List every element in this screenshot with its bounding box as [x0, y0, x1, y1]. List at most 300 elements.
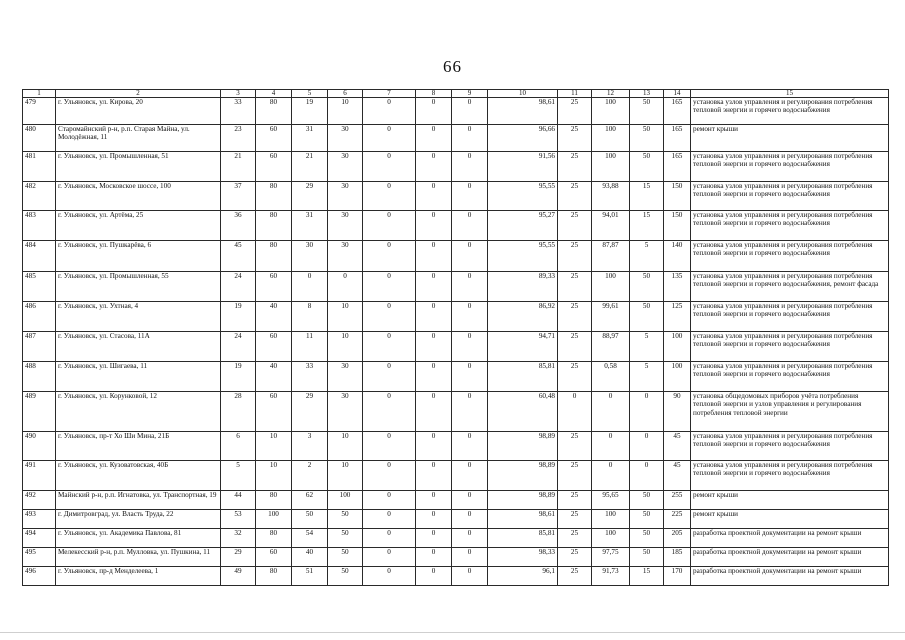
total-score-cell: 150: [664, 211, 691, 241]
col-4-cell: 60: [256, 548, 292, 567]
work-type-cell: установка узлов управления и регулирования потребления тепловой энергии и горячего водоснабжения: [691, 211, 889, 241]
col-9-cell: 0: [452, 152, 488, 182]
col-11-cell: 25: [558, 125, 592, 152]
column-number-7: 7: [363, 90, 416, 98]
col-12-cell: 100: [592, 152, 630, 182]
col-4-cell: 60: [256, 272, 292, 302]
col-12-cell: 99,61: [592, 302, 630, 332]
col-8-cell: 0: [416, 491, 452, 510]
row-number-cell: 482: [23, 182, 56, 211]
col-11-cell: 25: [558, 182, 592, 211]
column-number-12: 12: [592, 90, 630, 98]
col-7-cell: 0: [363, 392, 416, 432]
col-9-cell: 0: [452, 272, 488, 302]
col-13-cell: 50: [630, 302, 664, 332]
column-number-8: 8: [416, 90, 452, 98]
col-11-cell: 25: [558, 461, 592, 491]
col-12-cell: 91,73: [592, 567, 630, 586]
col-8-cell: 0: [416, 211, 452, 241]
col-3-cell: 19: [221, 362, 256, 392]
col-7-cell: 0: [363, 125, 416, 152]
col-9-cell: 0: [452, 432, 488, 461]
col-8-cell: 0: [416, 548, 452, 567]
col-7-cell: 0: [363, 461, 416, 491]
table-row: [23, 125, 889, 152]
col-6-cell: 10: [328, 302, 363, 332]
col-8-cell: 0: [416, 182, 452, 211]
col-4-cell: 80: [256, 182, 292, 211]
work-type-cell: ремонт крыши: [691, 510, 889, 529]
column-number-14: 14: [664, 90, 691, 98]
col-7-cell: 0: [363, 529, 416, 548]
row-number-cell: 491: [23, 461, 56, 491]
col-5-cell: 40: [292, 548, 328, 567]
col-12-cell: 100: [592, 510, 630, 529]
table-row: [23, 548, 889, 567]
col-9-cell: 0: [452, 362, 488, 392]
col-11-cell: 25: [558, 567, 592, 586]
col-13-cell: 50: [630, 98, 664, 125]
col-10-cell: 86,92: [488, 302, 558, 332]
col-3-cell: 29: [221, 548, 256, 567]
row-number-cell: 490: [23, 432, 56, 461]
col-13-cell: 5: [630, 362, 664, 392]
col-6-cell: 10: [328, 98, 363, 125]
col-11-cell: 25: [558, 302, 592, 332]
col-3-cell: 23: [221, 125, 256, 152]
col-8-cell: 0: [416, 152, 452, 182]
col-11-cell: 25: [558, 241, 592, 272]
col-10-cell: 95,55: [488, 241, 558, 272]
col-8-cell: 0: [416, 332, 452, 362]
col-9-cell: 0: [452, 567, 488, 586]
col-10-cell: 96,1: [488, 567, 558, 586]
row-number-cell: 480: [23, 125, 56, 152]
col-3-cell: 5: [221, 461, 256, 491]
page-number: 66: [443, 57, 462, 76]
work-type-cell: установка узлов управления и регулирования потребления тепловой энергии и горячего водоснабжения: [691, 302, 889, 332]
col-8-cell: 0: [416, 362, 452, 392]
col-5-cell: 29: [292, 182, 328, 211]
col-8-cell: 0: [416, 392, 452, 432]
address-cell: г. Ульяновск, ул. Кузоватовская, 40Б: [56, 461, 221, 491]
col-10-cell: 98,61: [488, 510, 558, 529]
col-12-cell: 97,75: [592, 548, 630, 567]
col-6-cell: 30: [328, 125, 363, 152]
table-row: [23, 241, 889, 272]
row-number-cell: 481: [23, 152, 56, 182]
col-7-cell: 0: [363, 241, 416, 272]
address-cell: г. Ульяновск, ул. Пушкарёва, 6: [56, 241, 221, 272]
table-row: [23, 392, 889, 432]
col-9-cell: 0: [452, 392, 488, 432]
col-10-cell: 98,89: [488, 461, 558, 491]
work-type-cell: установка узлов управления и регулирования потребления тепловой энергии и горячего водоснабжения: [691, 332, 889, 362]
column-number-3: 3: [221, 90, 256, 98]
col-6-cell: 30: [328, 152, 363, 182]
col-12-cell: 95,65: [592, 491, 630, 510]
col-12-cell: 87,87: [592, 241, 630, 272]
col-10-cell: 98,89: [488, 491, 558, 510]
total-score-cell: 165: [664, 125, 691, 152]
col-8-cell: 0: [416, 461, 452, 491]
row-number-cell: 479: [23, 98, 56, 125]
total-score-cell: 125: [664, 302, 691, 332]
col-8-cell: 0: [416, 272, 452, 302]
col-11-cell: 25: [558, 362, 592, 392]
col-10-cell: 91,56: [488, 152, 558, 182]
col-7-cell: 0: [363, 362, 416, 392]
total-score-cell: 225: [664, 510, 691, 529]
column-number-6: 6: [328, 90, 363, 98]
col-11-cell: 0: [558, 392, 592, 432]
table-row: [23, 510, 889, 529]
col-11-cell: 25: [558, 491, 592, 510]
address-cell: г. Ульяновск, ул. Стасова, 11А: [56, 332, 221, 362]
row-number-cell: 487: [23, 332, 56, 362]
column-number-2: 2: [56, 90, 221, 98]
col-6-cell: 30: [328, 362, 363, 392]
col-6-cell: 100: [328, 491, 363, 510]
col-8-cell: 0: [416, 510, 452, 529]
col-6-cell: 0: [328, 272, 363, 302]
col-11-cell: 25: [558, 272, 592, 302]
col-9-cell: 0: [452, 548, 488, 567]
table-row: [23, 211, 889, 241]
col-9-cell: 0: [452, 211, 488, 241]
work-type-cell: установка узлов управления и регулирования потребления тепловой энергии и горячего водоснабжения: [691, 182, 889, 211]
address-cell: г. Ульяновск, ул. Шигаева, 11: [56, 362, 221, 392]
col-6-cell: 30: [328, 241, 363, 272]
col-5-cell: 54: [292, 529, 328, 548]
col-10-cell: 96,66: [488, 125, 558, 152]
total-score-cell: 135: [664, 272, 691, 302]
address-cell: г. Димитровград, ул. Власть Труда, 22: [56, 510, 221, 529]
register-table: [22, 89, 889, 586]
col-13-cell: 5: [630, 241, 664, 272]
col-10-cell: 94,71: [488, 332, 558, 362]
table-row: [23, 98, 889, 125]
col-9-cell: 0: [452, 461, 488, 491]
address-cell: г. Ульяновск, ул. Корунковой, 12: [56, 392, 221, 432]
col-8-cell: 0: [416, 125, 452, 152]
address-cell: г. Ульяновск, ул. Артёма, 25: [56, 211, 221, 241]
col-4-cell: 80: [256, 241, 292, 272]
col-6-cell: 50: [328, 510, 363, 529]
col-7-cell: 0: [363, 98, 416, 125]
col-10-cell: 89,33: [488, 272, 558, 302]
col-7-cell: 0: [363, 302, 416, 332]
col-12-cell: 0: [592, 432, 630, 461]
col-7-cell: 0: [363, 548, 416, 567]
column-number-11: 11: [558, 90, 592, 98]
col-8-cell: 0: [416, 432, 452, 461]
address-cell: г. Ульяновск, ул. Промышленная, 51: [56, 152, 221, 182]
col-11-cell: 25: [558, 529, 592, 548]
col-13-cell: 15: [630, 211, 664, 241]
col-7-cell: 0: [363, 211, 416, 241]
col-5-cell: 19: [292, 98, 328, 125]
col-3-cell: 44: [221, 491, 256, 510]
col-13-cell: 50: [630, 491, 664, 510]
col-3-cell: 28: [221, 392, 256, 432]
col-6-cell: 50: [328, 567, 363, 586]
col-3-cell: 36: [221, 211, 256, 241]
address-cell: г. Ульяновск, пр-т Хо Ши Мина, 21Б: [56, 432, 221, 461]
col-5-cell: 21: [292, 152, 328, 182]
col-9-cell: 0: [452, 302, 488, 332]
col-13-cell: 5: [630, 332, 664, 362]
col-11-cell: 25: [558, 152, 592, 182]
col-12-cell: 0: [592, 461, 630, 491]
column-number-5: 5: [292, 90, 328, 98]
col-4-cell: 80: [256, 98, 292, 125]
col-10-cell: 95,27: [488, 211, 558, 241]
table-row: [23, 461, 889, 491]
total-score-cell: 205: [664, 529, 691, 548]
col-7-cell: 0: [363, 567, 416, 586]
work-type-cell: установка узлов управления и регулирования потребления тепловой энергии и горячего водоснабжения, ремонт фасада: [691, 272, 889, 302]
col-6-cell: 10: [328, 461, 363, 491]
col-6-cell: 30: [328, 392, 363, 432]
col-12-cell: 100: [592, 272, 630, 302]
col-3-cell: 33: [221, 98, 256, 125]
col-4-cell: 80: [256, 211, 292, 241]
col-13-cell: 50: [630, 529, 664, 548]
total-score-cell: 140: [664, 241, 691, 272]
col-3-cell: 37: [221, 182, 256, 211]
row-number-cell: 489: [23, 392, 56, 432]
col-7-cell: 0: [363, 432, 416, 461]
col-4-cell: 60: [256, 392, 292, 432]
row-number-cell: 496: [23, 567, 56, 586]
col-8-cell: 0: [416, 567, 452, 586]
col-11-cell: 25: [558, 548, 592, 567]
row-number-cell: 486: [23, 302, 56, 332]
col-4-cell: 80: [256, 567, 292, 586]
work-type-cell: ремонт крыши: [691, 491, 889, 510]
work-type-cell: установка общедомовых приборов учёта потребления тепловой энергии и узлов управления и регулирования потребления тепловой энергии: [691, 392, 889, 432]
column-number-row: [23, 90, 889, 98]
row-number-cell: 495: [23, 548, 56, 567]
total-score-cell: 100: [664, 362, 691, 392]
work-type-cell: установка узлов управления и регулирования потребления тепловой энергии и горячего водоснабжения: [691, 152, 889, 182]
address-cell: г. Ульяновск, ул. Академика Павлова, 81: [56, 529, 221, 548]
col-13-cell: 15: [630, 567, 664, 586]
column-number-1: 1: [23, 90, 56, 98]
col-10-cell: 60,48: [488, 392, 558, 432]
total-score-cell: 90: [664, 392, 691, 432]
col-12-cell: 88,97: [592, 332, 630, 362]
col-11-cell: 25: [558, 510, 592, 529]
total-score-cell: 100: [664, 332, 691, 362]
col-6-cell: 50: [328, 529, 363, 548]
col-10-cell: 98,33: [488, 548, 558, 567]
col-11-cell: 25: [558, 332, 592, 362]
address-cell: г. Ульяновск, пр-д Менделеева, 1: [56, 567, 221, 586]
col-8-cell: 0: [416, 241, 452, 272]
table-row: [23, 432, 889, 461]
column-number-15: 15: [691, 90, 889, 98]
col-5-cell: 0: [292, 272, 328, 302]
row-number-cell: 483: [23, 211, 56, 241]
row-number-cell: 485: [23, 272, 56, 302]
col-4-cell: 60: [256, 125, 292, 152]
total-score-cell: 150: [664, 182, 691, 211]
col-9-cell: 0: [452, 529, 488, 548]
col-13-cell: 50: [630, 510, 664, 529]
col-9-cell: 0: [452, 182, 488, 211]
col-11-cell: 25: [558, 432, 592, 461]
work-type-cell: установка узлов управления и регулирования потребления тепловой энергии и горячего водоснабжения: [691, 362, 889, 392]
table-row: [23, 152, 889, 182]
page-bottom-edge: [0, 632, 905, 633]
table-row: [23, 491, 889, 510]
col-7-cell: 0: [363, 510, 416, 529]
col-5-cell: 2: [292, 461, 328, 491]
table-row: [23, 272, 889, 302]
col-7-cell: 0: [363, 491, 416, 510]
col-8-cell: 0: [416, 529, 452, 548]
col-8-cell: 0: [416, 98, 452, 125]
col-5-cell: 11: [292, 332, 328, 362]
row-number-cell: 494: [23, 529, 56, 548]
work-type-cell: установка узлов управления и регулирования потребления тепловой энергии и горячего водоснабжения: [691, 98, 889, 125]
total-score-cell: 165: [664, 152, 691, 182]
total-score-cell: 255: [664, 491, 691, 510]
col-3-cell: 49: [221, 567, 256, 586]
col-7-cell: 0: [363, 182, 416, 211]
col-6-cell: 30: [328, 211, 363, 241]
col-12-cell: 100: [592, 125, 630, 152]
col-12-cell: 100: [592, 98, 630, 125]
col-7-cell: 0: [363, 152, 416, 182]
col-9-cell: 0: [452, 332, 488, 362]
work-type-cell: разработка проектной документации на ремонт крыши: [691, 548, 889, 567]
col-3-cell: 24: [221, 272, 256, 302]
col-3-cell: 6: [221, 432, 256, 461]
column-number-9: 9: [452, 90, 488, 98]
col-4-cell: 10: [256, 461, 292, 491]
col-13-cell: 0: [630, 392, 664, 432]
row-number-cell: 493: [23, 510, 56, 529]
col-3-cell: 32: [221, 529, 256, 548]
col-5-cell: 50: [292, 510, 328, 529]
col-4-cell: 60: [256, 152, 292, 182]
table-row: [23, 182, 889, 211]
col-5-cell: 29: [292, 392, 328, 432]
col-13-cell: 50: [630, 272, 664, 302]
col-9-cell: 0: [452, 510, 488, 529]
col-10-cell: 98,61: [488, 98, 558, 125]
address-cell: г. Ульяновск, Московское шоссе, 100: [56, 182, 221, 211]
table-row: [23, 332, 889, 362]
work-type-cell: разработка проектной документации на ремонт крыши: [691, 529, 889, 548]
col-12-cell: 93,88: [592, 182, 630, 211]
col-3-cell: 19: [221, 302, 256, 332]
col-5-cell: 31: [292, 211, 328, 241]
col-12-cell: 0,58: [592, 362, 630, 392]
col-5-cell: 33: [292, 362, 328, 392]
total-score-cell: 185: [664, 548, 691, 567]
col-9-cell: 0: [452, 98, 488, 125]
col-4-cell: 40: [256, 302, 292, 332]
col-9-cell: 0: [452, 241, 488, 272]
work-type-cell: разработка проектной документации на ремонт крыши: [691, 567, 889, 586]
address-cell: г. Ульяновск, ул. Промышленная, 55: [56, 272, 221, 302]
column-number-13: 13: [630, 90, 664, 98]
address-cell: Майнский р-н, р.п. Игнатовка, ул. Транспортная, 19: [56, 491, 221, 510]
total-score-cell: 45: [664, 432, 691, 461]
table-row: [23, 362, 889, 392]
work-type-cell: установка узлов управления и регулирования потребления тепловой энергии и горячего водоснабжения: [691, 241, 889, 272]
col-13-cell: 15: [630, 182, 664, 211]
col-4-cell: 60: [256, 332, 292, 362]
col-4-cell: 100: [256, 510, 292, 529]
col-5-cell: 3: [292, 432, 328, 461]
total-score-cell: 45: [664, 461, 691, 491]
col-6-cell: 50: [328, 548, 363, 567]
column-number-10: 10: [488, 90, 558, 98]
col-13-cell: 50: [630, 548, 664, 567]
col-3-cell: 21: [221, 152, 256, 182]
col-12-cell: 100: [592, 529, 630, 548]
col-13-cell: 0: [630, 461, 664, 491]
col-11-cell: 25: [558, 98, 592, 125]
total-score-cell: 165: [664, 98, 691, 125]
col-13-cell: 50: [630, 152, 664, 182]
col-4-cell: 80: [256, 529, 292, 548]
col-10-cell: 85,81: [488, 529, 558, 548]
address-cell: Старомайнский р-н, р.п. Старая Майна, ул. Молодёжная, 11: [56, 125, 221, 152]
row-number-cell: 484: [23, 241, 56, 272]
col-4-cell: 10: [256, 432, 292, 461]
row-number-cell: 492: [23, 491, 56, 510]
col-3-cell: 45: [221, 241, 256, 272]
col-4-cell: 80: [256, 491, 292, 510]
address-cell: г. Ульяновск, ул. Кирова, 20: [56, 98, 221, 125]
col-9-cell: 0: [452, 491, 488, 510]
address-cell: Мелекесский р-н, р.п. Мулловка, ул. Пушкина, 11: [56, 548, 221, 567]
table-row: [23, 567, 889, 586]
col-5-cell: 31: [292, 125, 328, 152]
col-10-cell: 95,55: [488, 182, 558, 211]
col-5-cell: 8: [292, 302, 328, 332]
col-11-cell: 25: [558, 211, 592, 241]
col-6-cell: 30: [328, 182, 363, 211]
col-6-cell: 10: [328, 332, 363, 362]
col-12-cell: 94,01: [592, 211, 630, 241]
col-10-cell: 98,89: [488, 432, 558, 461]
col-5-cell: 51: [292, 567, 328, 586]
table-row: [23, 529, 889, 548]
address-cell: г. Ульяновск, ул. Ухтная, 4: [56, 302, 221, 332]
work-type-cell: установка узлов управления и регулирования потребления тепловой энергии и горячего водоснабжения: [691, 461, 889, 491]
col-12-cell: 0: [592, 392, 630, 432]
col-7-cell: 0: [363, 272, 416, 302]
col-5-cell: 30: [292, 241, 328, 272]
col-7-cell: 0: [363, 332, 416, 362]
col-8-cell: 0: [416, 302, 452, 332]
col-13-cell: 50: [630, 125, 664, 152]
total-score-cell: 170: [664, 567, 691, 586]
work-type-cell: установка узлов управления и регулирования потребления тепловой энергии и горячего водоснабжения: [691, 432, 889, 461]
col-13-cell: 0: [630, 432, 664, 461]
col-3-cell: 53: [221, 510, 256, 529]
row-number-cell: 488: [23, 362, 56, 392]
col-5-cell: 62: [292, 491, 328, 510]
col-4-cell: 40: [256, 362, 292, 392]
